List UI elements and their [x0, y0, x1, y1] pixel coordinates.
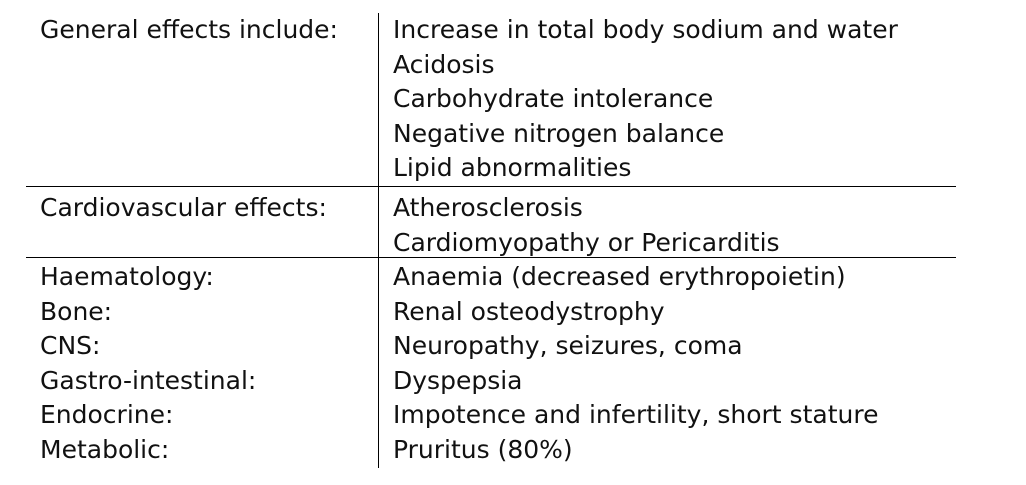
effect-item: Increase in total body sodium and water: [393, 15, 898, 44]
effect-item: Dyspepsia: [393, 365, 523, 395]
system-label: Endocrine:: [40, 400, 174, 430]
effect-item: Cardiomyopathy or Pericarditis: [393, 227, 780, 257]
system-label: Metabolic:: [40, 434, 170, 464]
general-effects-list: [393, 13, 898, 186]
system-label: Haematology:: [40, 262, 214, 291]
effect-item: Acidosis: [393, 49, 495, 79]
cardiovascular-effects-list: [393, 191, 780, 260]
column-divider: [378, 13, 379, 468]
effects-table: [26, 13, 956, 468]
effect-item: Neuropathy, seizures, coma: [393, 331, 743, 361]
effect-item: Lipid abnormalities: [393, 153, 632, 183]
section-divider-1: [26, 186, 956, 187]
effect-item: Impotence and infertility, short stature: [393, 400, 879, 430]
section-label: Cardiovascular effects:: [40, 193, 327, 222]
system-label: Gastro-intestinal:: [40, 365, 257, 395]
effect-item: Anaemia (decreased erythropoietin): [393, 262, 846, 291]
general-effects-label-cell: [40, 13, 338, 48]
system-label: CNS:: [40, 331, 101, 361]
effect-item: Renal osteodystrophy: [393, 296, 665, 326]
system-labels-list: [40, 260, 256, 468]
effect-item: Carbohydrate intolerance: [393, 84, 714, 114]
system-label: Bone:: [40, 296, 113, 326]
effect-item: Pruritus (80%): [393, 434, 573, 464]
section-label: General effects include:: [40, 15, 338, 44]
cardiovascular-effects-label-cell: [40, 191, 327, 226]
effect-item: Negative nitrogen balance: [393, 118, 725, 148]
system-effects-list: [393, 260, 878, 468]
effect-item: Atherosclerosis: [393, 193, 583, 222]
